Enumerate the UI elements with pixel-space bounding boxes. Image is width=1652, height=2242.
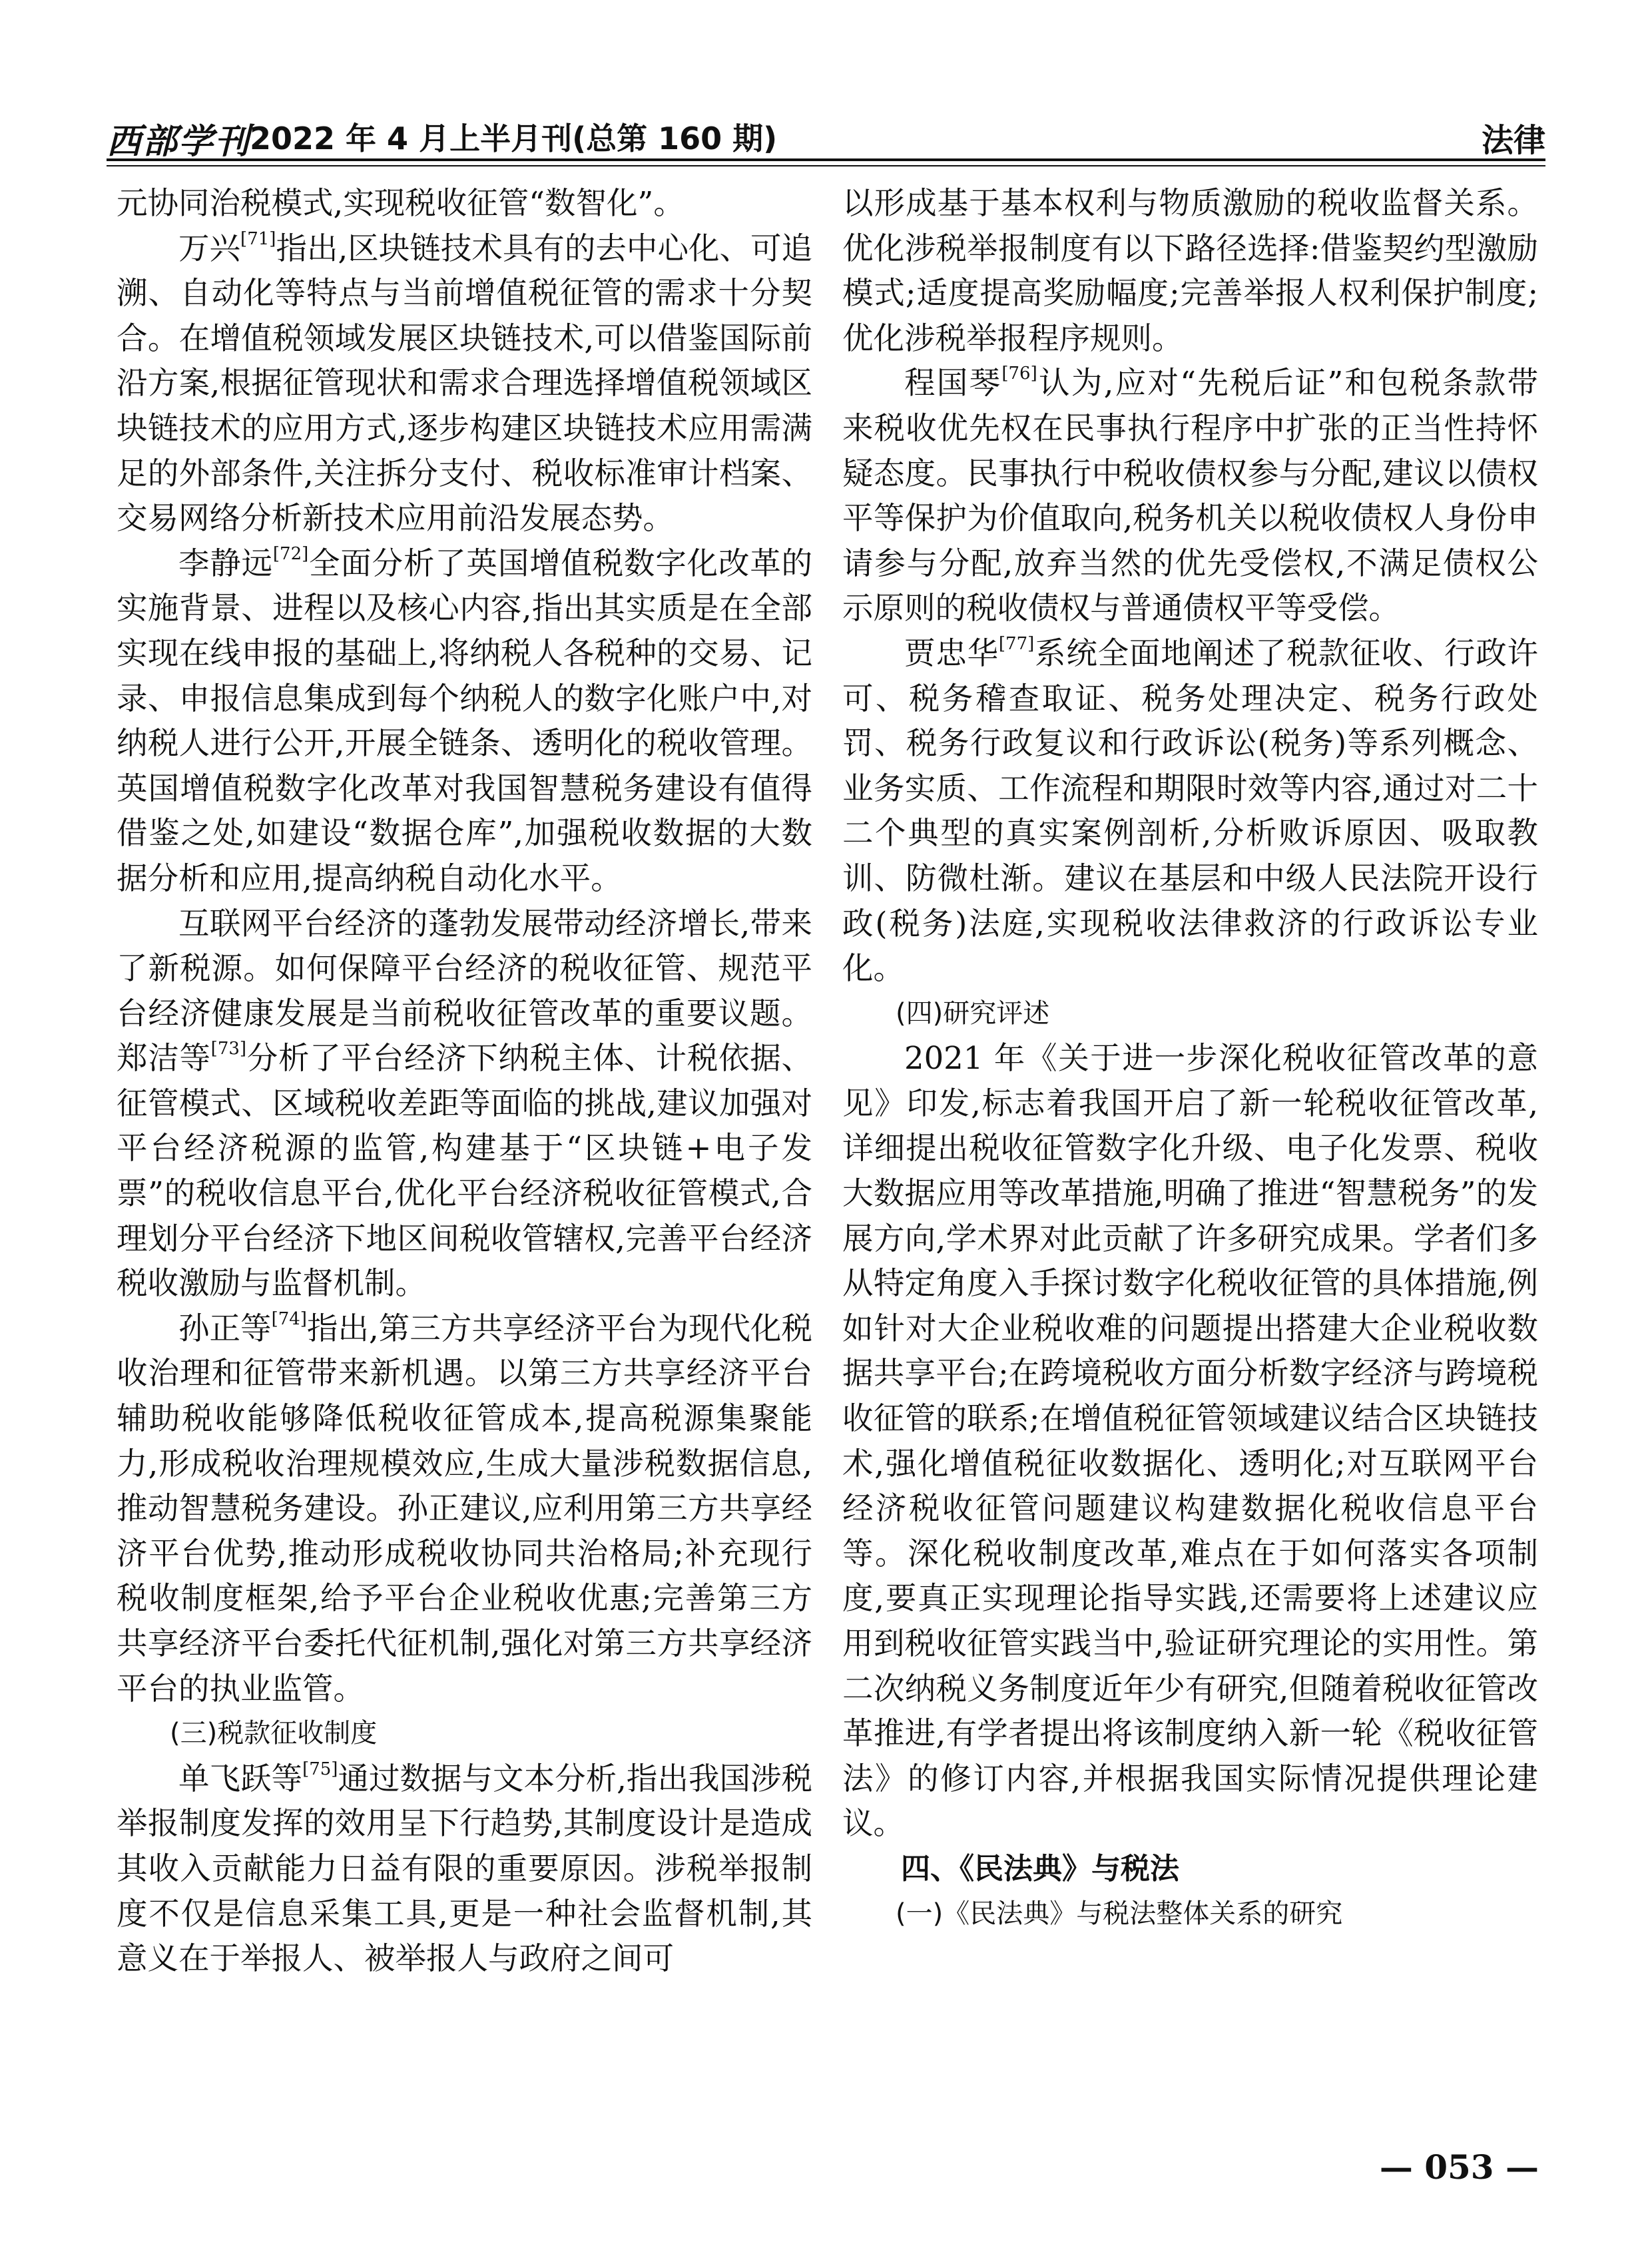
author-name: 贾忠华 — [904, 635, 999, 671]
paragraph: 李静远[72]全面分析了英国增值税数字化改革的实施背景、进程以及核心内容,指出其实质是在全部实现在线申报的基础上,将纳税人各税种的交易、记录、申报信息集成到每个纳税人的数字化账户中,对纳税人进行公开,开展全链条、透明化的税收管理。英国增值税数字化改革对我国智慧税务建设有值得借鉴之处,如建设“数据仓库”,加强税收数据的大数据分析和应用,提高纳税自动化水平。 — [117, 543, 813, 896]
issue-info: 2022 年 4 月上半月刊(总第 160 期) — [250, 121, 778, 156]
citation-ref: [73] — [210, 1039, 247, 1059]
paragraph: 贾忠华[77]系统全面地阐述了税款征收、行政许可、税务稽查取证、税务处理决定、税务行政处罚、税务行政复议和行政诉讼(税务)等系列概念、业务实质、工作流程和期限时效等内容,通过对二十二个典型的真实案例剖析,分析败诉原因、吸取教训、防微杜渐。建议在基层和中级人民法院开设行政(税务)法庭,实现税收法律救济的行政诉讼专业化。 — [842, 633, 1539, 987]
author-name: 孙正等 — [178, 1310, 272, 1346]
subsection-heading: (四)研究评述 — [896, 997, 1050, 1029]
paragraph: 孙正等[74]指出,第三方共享经济平台为现代化税收治理和征管带来新机遇。以第三方共享经济平台辅助税收能够降低税收征管成本,提高税源集聚能力,形成税收治理规模效应,生成大量涉税数据信息,推动智慧税务建设。孙正建议,应利用第三方共享经济平台优势,推动形成税收协同共治格局;补充现行税收制度框架,给予平台企业税收优惠;完善第三方共享经济平台委托代征机制,强化对第三方共享经济平台的执业监管。 — [117, 1308, 813, 1707]
page-number: — 053 — — [1379, 2147, 1539, 2187]
left-column — [117, 181, 812, 1982]
citation-ref: [75] — [302, 1759, 338, 1779]
subsection-heading: (三)税款征收制度 — [170, 1718, 378, 1749]
journal-logo: 西部学刊 — [107, 121, 251, 162]
section-heading: 四、《民法典》与税法 — [901, 1851, 1179, 1886]
paragraph: 互联网平台经济的蓬勃发展带动经济增长,带来了新税源。如何保障平台经济的税收征管、规范平台经济健康发展是当前税收征管改革的重要议题。郑洁等[73]分析了平台经济下纳税主体、计税依据、征管模式、区域税收差距等面临的挑战,建议加强对平台经济税源的监管,构建基于“区块链+电子发票”的税收信息平台,优化平台经济税收征管模式,合理划分平台经济下地区间税收管辖权,完善平台经济税收激励与监督机制。 — [117, 905, 813, 1302]
section-label: 法律 — [1481, 122, 1545, 159]
citation-ref: [72] — [272, 543, 309, 564]
header-rule-thick — [107, 158, 1545, 161]
paragraph: 元协同治税模式,实现税收征管“数智化”。 — [117, 185, 685, 221]
paragraph: 万兴[71]指出,区块链技术具有的去中心化、可追溯、自动化等特点与当前增值税征管的需求十分契合。在增值税领域发展区块链技术,可以借鉴国际前沿方案,根据征管现状和需求合理选择增值税领域区块链技术的应用方式,逐步构建区块链技术应用需满足的外部条件,关注拆分支付、税收标准审计档案、交易网络分析新技术应用前沿发展态势。 — [117, 228, 813, 537]
author-name: 李静远 — [178, 545, 273, 581]
page-header — [107, 100, 1545, 163]
citation-ref: [74] — [271, 1308, 307, 1329]
citation-ref: [77] — [998, 633, 1035, 654]
subsection-heading: (一)《民法典》与税法整体关系的研究 — [896, 1898, 1343, 1929]
right-column — [842, 181, 1538, 1936]
citation-ref: [71] — [240, 228, 276, 249]
author-name: 单飞跃等 — [178, 1760, 303, 1797]
author-name: 万兴 — [178, 230, 241, 266]
author-name: 程国琴 — [904, 365, 1002, 402]
header-rule-thin — [107, 165, 1545, 166]
paragraph: 以形成基于基本权利与物质激励的税收监督关系。优化涉税举报制度有以下路径选择:借鉴契约型激励模式;适度提高奖励幅度;完善举报人权利保护制度;优化涉税举报程序规则。 — [842, 185, 1538, 356]
paragraph: 单飞跃等[75]通过数据与文本分析,指出我国涉税举报制度发挥的效用呈下行趋势,其制度设计是造成其收入贡献能力日益有限的重要原因。涉税举报制度不仅是信息采集工具,更是一种社会监督机制,其意义在于举报人、被举报人与政府之间可 — [117, 1759, 813, 1977]
paragraph: 2021 年《关于进一步深化税收征管改革的意见》印发,标志着我国开启了新一轮税收征管改革,详细提出税收征管数字化升级、电子化发票、税收大数据应用等改革措施,明确了推进“智慧税务”的发展方向,学术界对此贡献了许多研究成果。学者们多从特定角度入手探讨数字化税收征管的具体措施,例如针对大企业税收难的问题提出搭建大企业税收数据共享平台;在跨境税收方面分析数字经济与跨境税收征管的联系;在增值税征管领域建议结合区块链技术,强化增值税征收数据化、透明化;对互联网平台经济税收征管问题建议构建数据化税收信息平台等。深化税收制度改革,难点在于如何落实各项制度,要真正实现理论指导实践,还需要将上述建议应用到税收征管实践当中,验证研究理论的实用性。第二次纳税义务制度近年少有研究,但随着税收征管改革推进,有学者提出将该制度纳入新一轮《税收征管法》的修订内容,并根据我国实际情况提供理论建议。 — [842, 1040, 1538, 1842]
citation-ref: [76] — [1001, 364, 1037, 384]
paragraph: 程国琴[76]认为,应对“先税后证”和包税条款带来税收优先权在民事执行程序中扩张的正当性持怀疑态度。民事执行中税收债权参与分配,建议以债权平等保护为价值取向,税务机关以税收债权人身份申请参与分配,放弃当然的优先受偿权,不满足债权公示原则的税收债权与普通债权平等受偿。 — [842, 364, 1539, 627]
